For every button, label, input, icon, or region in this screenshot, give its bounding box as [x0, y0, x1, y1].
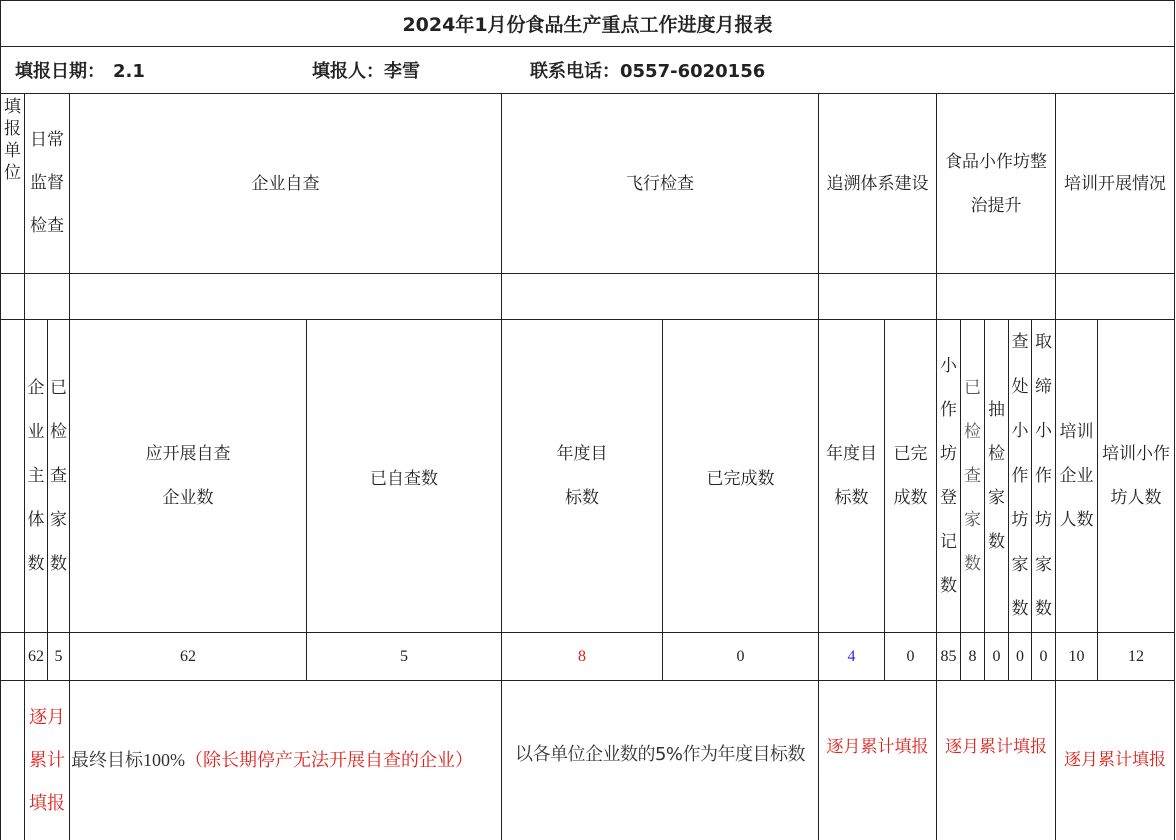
sub-trace-completed [885, 320, 937, 633]
header-workshop [937, 94, 1056, 274]
note-daily [25, 681, 70, 840]
val-checked: 5 [48, 633, 70, 681]
val-ws-checked: 8 [961, 633, 985, 681]
report-title: 2024年1月份食品生产重点工作进度月报表 [0, 0, 1175, 47]
sub-annual-target-text: 年度目标数 [556, 444, 608, 508]
empty-cell [25, 274, 70, 320]
sub-annual-target [502, 320, 663, 633]
val-completed: 0 [663, 633, 819, 681]
val-self-checked: 5 [307, 633, 502, 681]
val-trace-target: 4 [819, 633, 885, 681]
phone-label: 联系电话： [530, 61, 620, 82]
person-value: 李雪 [384, 61, 420, 82]
sub-ws-banned: 取缔小作坊家数 [1032, 320, 1056, 633]
empty-cell [0, 320, 25, 633]
header-self-check: 企业自查 [70, 94, 502, 274]
sub-trace-completed-text: 已完成数 [893, 444, 928, 508]
note-self-check [70, 681, 502, 840]
val-ws-registered: 85 [937, 633, 961, 681]
val-train-workshop: 12 [1098, 633, 1175, 681]
note-workshop: 逐月累计填报 [937, 681, 1056, 840]
header-unit: 填报单位 [0, 94, 25, 274]
header-flight: 飞行检查 [502, 94, 819, 274]
fill-person [312, 57, 420, 83]
val-train-enterprise: 10 [1056, 633, 1098, 681]
note-flight: 以各单位企业数的5%作为年度目标数 [502, 681, 819, 840]
empty-cell [819, 274, 937, 320]
empty-cell [0, 681, 25, 840]
empty-cell [0, 633, 25, 681]
note-self-check-prefix: 最终目标100% [71, 750, 185, 770]
val-ws-sampled: 0 [985, 633, 1009, 681]
info-row [0, 47, 1175, 94]
empty-cell [502, 274, 819, 320]
sub-train-enterprise-text: 培训企业人数 [1059, 422, 1094, 530]
sub-ws-sampled: 抽检家数 [985, 320, 1009, 633]
note-training: 逐月累计填报 [1056, 681, 1175, 840]
val-should-self-check: 62 [70, 633, 307, 681]
date-label: 填报日期： [15, 61, 105, 82]
val-annual-target: 8 [502, 633, 663, 681]
header-workshop-text: 食品小作坊整治提升 [945, 151, 1047, 216]
val-entities: 62 [25, 633, 48, 681]
sub-completed: 已完成数 [663, 320, 819, 633]
note-self-check-red: （除长期停产无法开展自查的企业） [185, 750, 473, 771]
fill-date [15, 57, 145, 83]
sub-train-enterprise [1056, 320, 1098, 633]
note-trace: 逐月累计填报 [819, 681, 937, 840]
sub-should-self-check [70, 320, 307, 633]
sub-train-workshop-text: 培训小作坊人数 [1102, 444, 1170, 508]
contact-phone [530, 57, 765, 83]
person-label: 填报人： [312, 61, 384, 82]
header-daily-text: 日常监督检查 [30, 130, 64, 236]
empty-cell [937, 274, 1056, 320]
sub-trace-target [819, 320, 885, 633]
sub-trace-target-text: 年度目标数 [826, 444, 877, 508]
empty-cell [70, 274, 502, 320]
sub-self-checked: 已自查数 [307, 320, 502, 633]
sub-entities: 企业主体数 [25, 320, 48, 633]
empty-cell [0, 274, 25, 320]
header-training: 培训开展情况 [1056, 94, 1175, 274]
phone-value: 0557-6020156 [620, 61, 766, 82]
date-value: 2.1 [113, 61, 145, 82]
sub-train-workshop [1098, 320, 1175, 633]
sub-ws-punished: 查处小作坊家数 [1009, 320, 1032, 633]
val-trace-completed: 0 [885, 633, 937, 681]
sub-checked: 已检查家数 [48, 320, 70, 633]
note-daily-text: 逐月累计填报 [29, 707, 65, 814]
sub-ws-registered: 小作坊登记数 [937, 320, 961, 633]
val-ws-punished: 0 [1009, 633, 1032, 681]
header-daily [25, 94, 70, 274]
sub-should-self-check-text: 应开展自查企业数 [145, 444, 231, 508]
empty-cell [1056, 274, 1175, 320]
val-ws-banned: 0 [1032, 633, 1056, 681]
sub-ws-checked: 已检查家数 [961, 320, 985, 633]
header-trace: 追溯体系建设 [819, 94, 937, 274]
